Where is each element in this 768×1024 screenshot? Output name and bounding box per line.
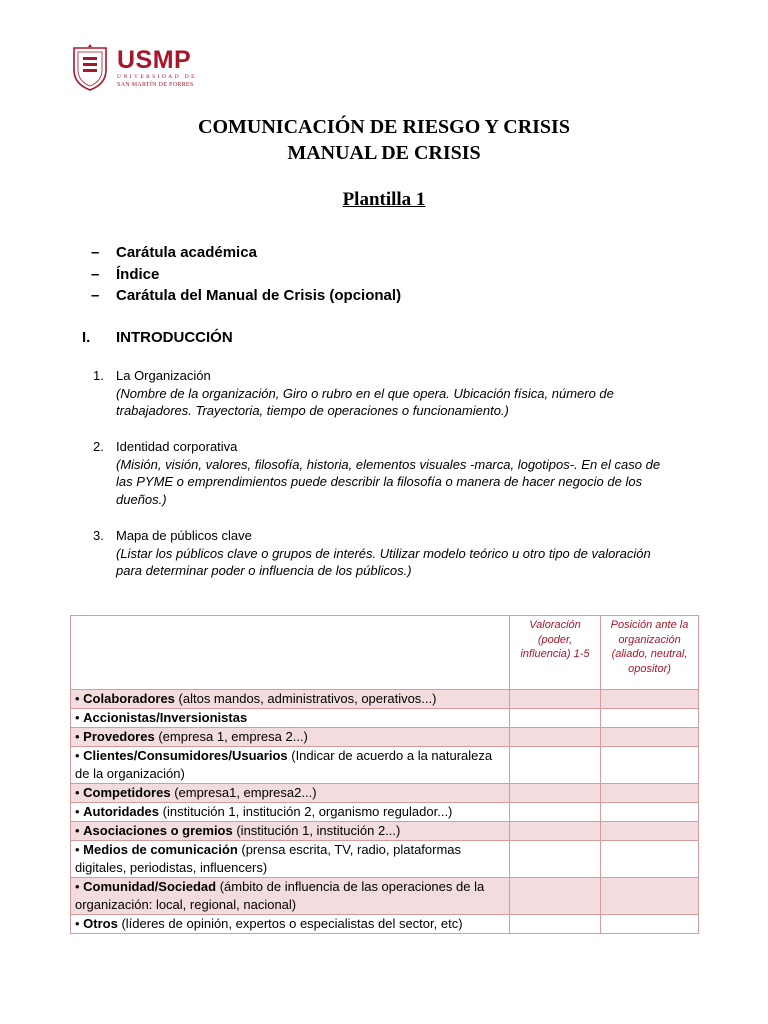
table-cell[interactable] bbox=[510, 915, 601, 934]
document-title: COMUNICACIÓN DE RIESGO Y CRISIS bbox=[198, 116, 570, 138]
table-cell[interactable] bbox=[510, 747, 601, 784]
table-cell: • Comunidad/Sociedad (ámbito de influencia de las operaciones de la organización: local, regional, nacional) bbox=[71, 878, 510, 915]
table-row bbox=[71, 878, 699, 915]
template-heading: Plantilla 1 bbox=[342, 189, 426, 210]
table-row bbox=[71, 747, 699, 784]
table-header-cell bbox=[71, 616, 510, 690]
table-cell: • Otros (líderes de opinión, expertos o especialistas del sector, etc) bbox=[71, 915, 510, 934]
table-cell[interactable] bbox=[510, 709, 601, 728]
table-cell: • Clientes/Consumidores/Usuarios (Indicar de acuerdo a la naturaleza de la organización) bbox=[71, 747, 510, 784]
toc-item: – Carátula del Manual de Crisis (opcional) bbox=[91, 287, 402, 304]
table-cell[interactable] bbox=[510, 822, 601, 841]
table-row bbox=[71, 803, 699, 822]
table-cell[interactable] bbox=[601, 728, 699, 747]
table-cell: • Autoridades (institución 1, institución 2, organismo regulador...) bbox=[71, 803, 510, 822]
table-cell: • Competidores (empresa1, empresa2...) bbox=[71, 784, 510, 803]
table-cell[interactable] bbox=[510, 784, 601, 803]
table-cell: • Colaboradores (altos mandos, administrativos, operativos...) bbox=[71, 690, 510, 709]
table-row bbox=[71, 784, 699, 803]
table-cell[interactable] bbox=[510, 728, 601, 747]
table-header-cell: Valoración (poder, influencia) 1-5 bbox=[510, 616, 601, 690]
toc-item: – Índice bbox=[91, 266, 160, 283]
table-cell[interactable] bbox=[601, 709, 699, 728]
stakeholder-table bbox=[70, 615, 699, 934]
table-cell[interactable] bbox=[601, 915, 699, 934]
table-row bbox=[71, 822, 699, 841]
table-cell[interactable] bbox=[510, 841, 601, 878]
table-cell: • Provedores (empresa 1, empresa 2...) bbox=[71, 728, 510, 747]
table-cell[interactable] bbox=[601, 784, 699, 803]
table-row bbox=[71, 709, 699, 728]
table-cell: • Medios de comunicación (prensa escrita, TV, radio, plataformas digitales, periodistas, influencers) bbox=[71, 841, 510, 878]
brand-subtitle: UNIVERSIDAD DE bbox=[117, 73, 197, 80]
brand-name: USMP bbox=[117, 45, 192, 74]
table-row bbox=[71, 690, 699, 709]
table-row bbox=[71, 841, 699, 878]
table-header-cell: Posición ante la organización (aliado, neutral, opositor) bbox=[601, 616, 699, 690]
list-item: 1. La Organización (Nombre de la organización, Giro o rubro en el que opera. Ubicación física, número de trabajadores. Trayectoria, tiempo de operaciones o funcionamiento.) bbox=[93, 368, 614, 418]
section-heading: I. INTRODUCCIÓN bbox=[82, 329, 233, 346]
list-item: 2. Identidad corporativa (Misión, visión, valores, filosofía, historia, elementos visuales -marca, logotipos-. En el caso de las PYME o emprendimientos puede describir la filosofía o manera de hacer negocio de los dueños.) bbox=[93, 439, 661, 507]
table-cell: • Accionistas/Inversionistas bbox=[71, 709, 510, 728]
table-cell[interactable] bbox=[510, 803, 601, 822]
list-item: 3. Mapa de públicos clave (Listar los públicos clave o grupos de interés. Utilizar modelo teórico u otro tipo de valoración para determinar poder o influencia de los públicos.) bbox=[93, 528, 651, 578]
table-cell[interactable] bbox=[601, 841, 699, 878]
document-subtitle: MANUAL DE CRISIS bbox=[287, 142, 481, 164]
university-crest-icon bbox=[71, 44, 109, 92]
brand-subtitle-2: SAN MARTÍN DE PORRES bbox=[117, 81, 194, 88]
table-cell[interactable] bbox=[510, 878, 601, 915]
table-cell[interactable] bbox=[601, 690, 699, 709]
usmp-logo bbox=[71, 44, 197, 92]
table-cell[interactable] bbox=[601, 822, 699, 841]
table-row bbox=[71, 728, 699, 747]
table-header-row bbox=[71, 616, 699, 690]
table-cell[interactable] bbox=[601, 878, 699, 915]
table-cell: • Asociaciones o gremios (institución 1, institución 2...) bbox=[71, 822, 510, 841]
toc-item: – Carátula académica bbox=[91, 244, 257, 261]
table-cell[interactable] bbox=[601, 803, 699, 822]
table-cell[interactable] bbox=[510, 690, 601, 709]
table-cell[interactable] bbox=[601, 747, 699, 784]
table-row bbox=[71, 915, 699, 934]
